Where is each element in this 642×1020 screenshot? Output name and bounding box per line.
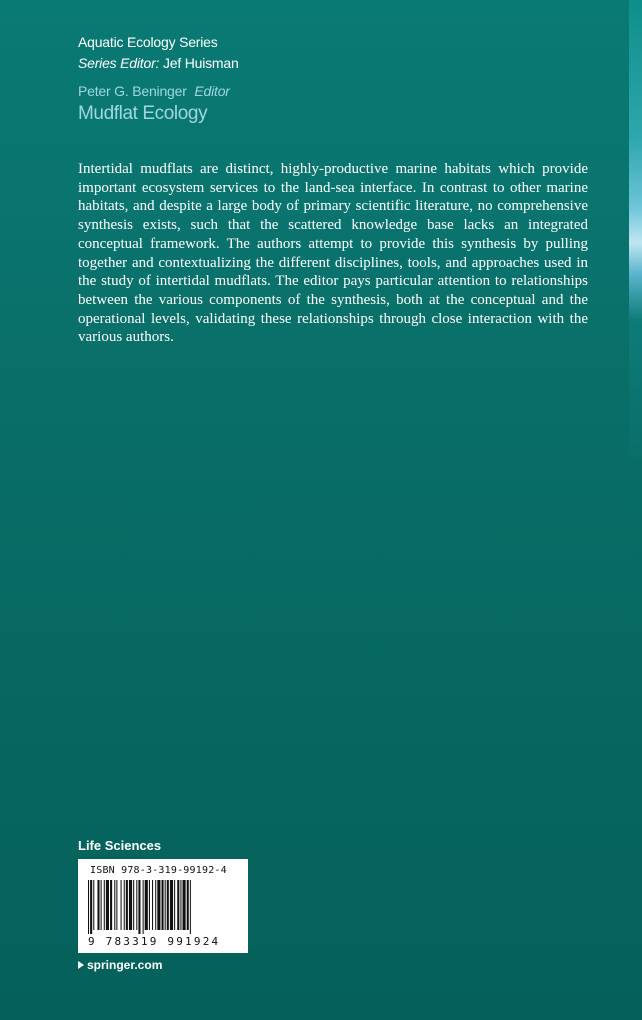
- spine-photo-strip: [629, 0, 642, 458]
- isbn-label: ISBN 978-3-319-99192-4: [90, 865, 227, 876]
- barcode-bar: [190, 880, 191, 934]
- barcode-bar: [138, 880, 140, 934]
- barcode-bar: [106, 880, 109, 930]
- barcode-bar: [136, 880, 137, 930]
- barcode-digits: 9 783319 991924: [88, 935, 221, 948]
- barcode-bar: [187, 880, 189, 930]
- barcode-bar: [183, 880, 186, 930]
- barcode-bar: [133, 880, 134, 930]
- barcode-bar: [116, 880, 117, 930]
- barcode-bar: [162, 880, 164, 930]
- barcode-bar: [88, 880, 89, 934]
- barcode-bar: [170, 880, 173, 930]
- book-editor-role: Editor: [194, 83, 230, 99]
- barcode-bar: [93, 880, 94, 930]
- barcode-bar: [143, 880, 144, 934]
- publisher-website-label: springer.com: [87, 958, 163, 972]
- barcode-bar: [126, 880, 128, 930]
- barcode-bar: [110, 880, 112, 930]
- barcode-bar: [114, 880, 115, 930]
- book-title: Mudflat Ecology: [78, 103, 208, 124]
- series-editor-line: [78, 55, 239, 71]
- barcode-bars: [88, 880, 238, 934]
- series-editor-name: Jef Huisman: [162, 55, 239, 71]
- barcode-bar: [167, 880, 169, 930]
- barcode-bar: [157, 880, 160, 930]
- barcode-bar: [104, 880, 105, 930]
- barcode-bar: [155, 880, 156, 930]
- barcode-bar: [124, 880, 125, 930]
- barcode-bar: [97, 880, 99, 930]
- barcode-bar: [152, 880, 153, 930]
- barcode-bar: [145, 880, 148, 930]
- barcode-bar: [165, 880, 166, 930]
- series-title: Aquatic Ecology Series: [78, 34, 218, 50]
- barcode-bar: [129, 880, 132, 930]
- publisher-website[interactable]: [78, 958, 162, 972]
- book-description: Intertidal mudflats are distinct, highly-productive marine habitats which provide important ecosystem services to the land-sea interface. In contrast to other marine habitats, and despite a large body of primary scientific literature, no comprehensive synthesis exists, such that the scattered knowledge base lacks an integrated conceptual framework. The authors attempt to provide this synthesis by pulling together and contextualizing the different disciplines, tools, and approaches used in the study of intertidal mudflats. The editor pays particular attention to relationships between the various components of the synthesis, both at the conceptual and the operational levels, validating these relationships through close interaction with the various authors.: [78, 161, 588, 346]
- subject-category: Life Sciences: [78, 838, 162, 853]
- barcode-bar: [149, 880, 150, 930]
- isbn-barcode: [78, 859, 248, 953]
- barcode-bar: [90, 880, 92, 934]
- barcode-bar: [177, 880, 179, 930]
- barcode-bar: [121, 880, 122, 930]
- series-editor-label: Series Editor:: [78, 55, 160, 71]
- barcode-bar: [101, 880, 102, 930]
- book-editor-line: [78, 83, 230, 99]
- arrow-right-icon: [78, 961, 84, 969]
- barcode-bar: [180, 880, 181, 930]
- book-editor-name: Peter G. Beninger: [78, 83, 187, 99]
- barcode-bar: [174, 880, 175, 930]
